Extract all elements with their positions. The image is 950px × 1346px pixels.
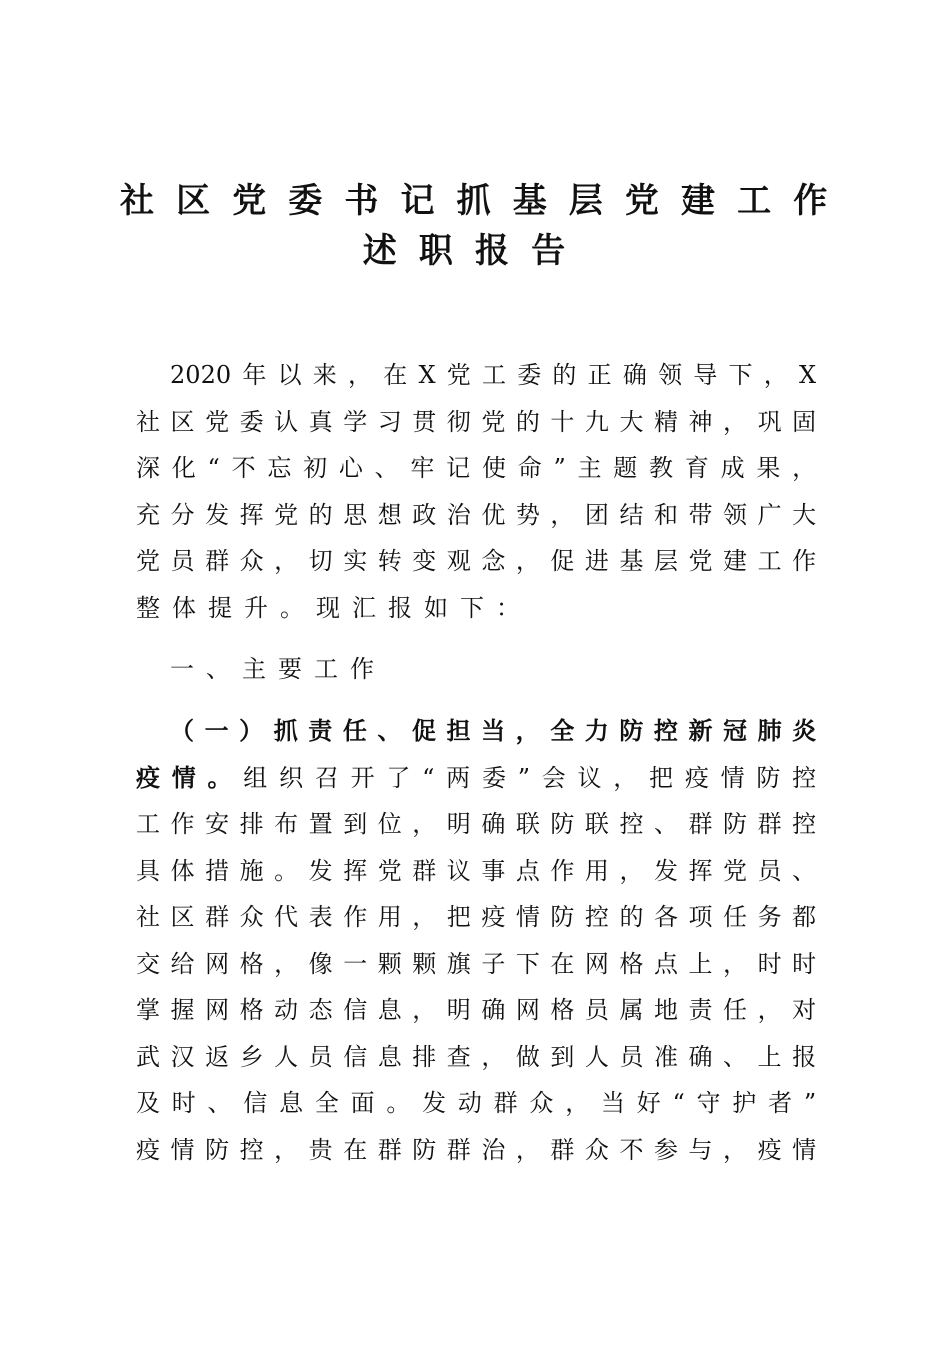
body-line: 武​汉​返​乡​人​员​信​息​排​查​，​做​到​人​员​准​确​、​上​报​ bbox=[136, 1043, 817, 1071]
intro-line: 整体提升。现汇报如下： bbox=[136, 594, 532, 622]
document-title-line-1: 社区党委书记抓基层党建工作 bbox=[120, 181, 850, 221]
item-heading-line-2 bbox=[136, 762, 816, 794]
item-heading-bold-end: 疫​情​。​ bbox=[136, 763, 244, 792]
item-heading-line: （​一​）​抓​责​任​、​促​担​当​，​全​力​防​控​新​冠​肺​炎​ bbox=[170, 716, 817, 745]
body-line: 疫​情​防​控​，​贵​在​群​防​群​治​，​群​众​不​参​与​，​疫​情​ bbox=[136, 1136, 817, 1164]
intro-line: 党​员​群​众​，​切​实​转​变​观​念​，​促​进​基​层​党​建​工​作​ bbox=[136, 547, 817, 575]
body-line: 掌​握​网​格​动​态​信​息​，​明​确​网​格​员​属​地​责​任​，​对​ bbox=[136, 996, 817, 1024]
body-line: 工​作​安​排​布​置​到​位​，​明​确​联​防​联​控​、​群​防​群​控​ bbox=[136, 810, 817, 838]
body-line: 社​区​群​众​代​表​作​用​，​把​疫​情​防​控​的​各​项​任​务​都​ bbox=[136, 903, 817, 931]
intro-line: 深​化​“​不​忘​初​心​、​牢​记​使​命​”​主​题​教​育​成​果​，​ bbox=[136, 454, 817, 482]
intro-line: 社​区​党​委​认​真​学​习​贯​彻​党​的​十​九​大​精​神​，​巩​固​ bbox=[136, 408, 817, 436]
document-title-line-2: 述职报告 bbox=[362, 231, 588, 271]
item-body-start: 组​织​召​开​了​“​两​委​”​会​议​，​把​疫​情​防​控​ bbox=[243, 764, 817, 792]
body-line: 具​体​措​施​。​发​挥​党​群​议​事​点​作​用​，​发​挥​党​员​、​ bbox=[136, 857, 817, 885]
intro-line: 充​分​发​挥​党​的​思​想​政​治​优​势​，​团​结​和​带​领​广​大​ bbox=[136, 501, 817, 529]
section-heading: 一、主要工作 bbox=[170, 655, 386, 683]
body-line: 及​时​、​信​息​全​面​。​发​动​群​众​，​当​好​“​守​护​者​”​ bbox=[136, 1089, 817, 1117]
body-line: 交​给​网​格​，​像​一​颗​颗​旗​子​下​在​网​格​点​上​，​时​时​ bbox=[136, 950, 817, 978]
intro-line: 2​0​2​0​年​以​来​，​在​X​党​工​委​的​正​确​领​导​下​，​X​ bbox=[170, 361, 817, 389]
